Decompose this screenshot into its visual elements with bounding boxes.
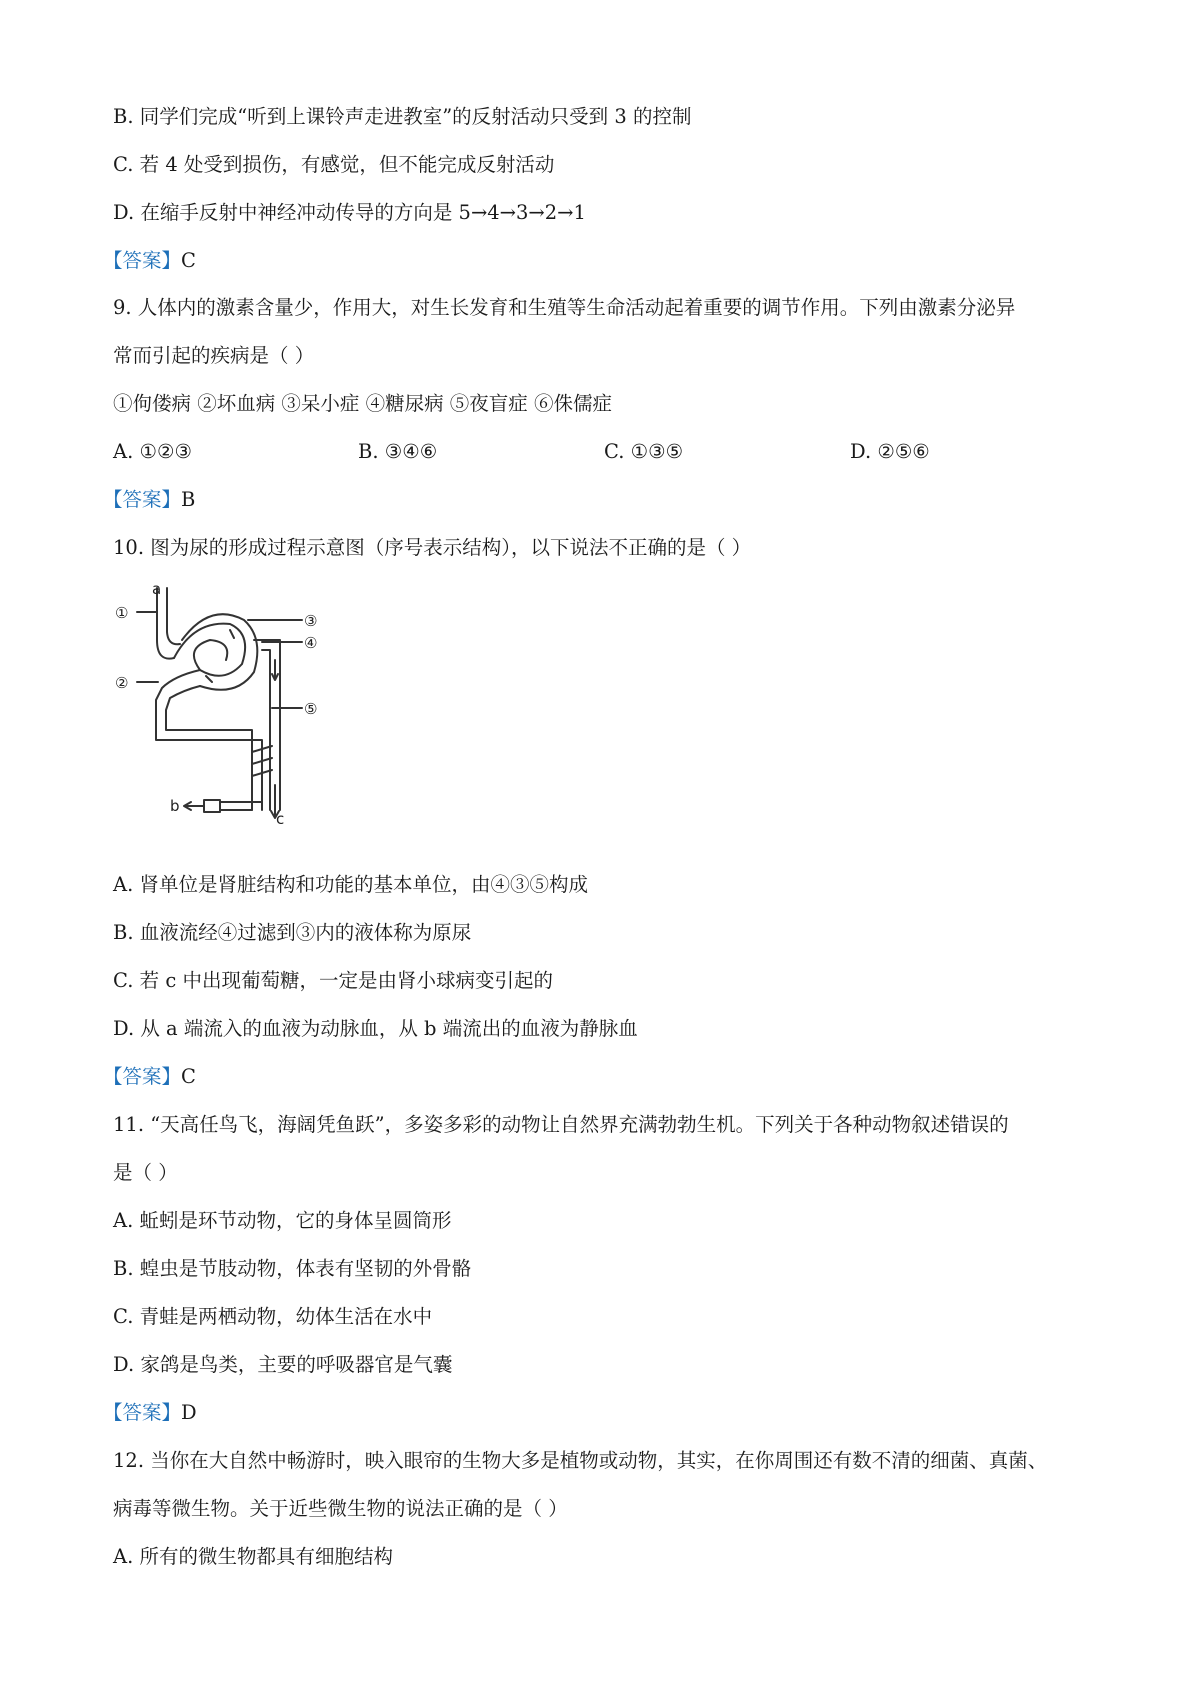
q8-option-d: D. 在缩手反射中神经冲动传导的方向是 5→4→3→2→1 [113,201,586,224]
renal-tubule-wall [262,650,270,810]
bowman-capsule [182,614,257,690]
vein-segment [204,800,220,812]
label-a: a [152,580,162,598]
urine-formation-diagram [112,580,362,825]
label-b: b [170,797,180,815]
afferent-arteriole-wall [167,588,180,644]
q12-stem-line1: 12. 当你在大自然中畅游时，映入眼帘的生物大多是植物或动物，其实，在你周围还有数不清的细菌、真菌、 [113,1449,1048,1472]
label-4: ④ [304,634,318,652]
q10-stem: 10. 图为尿的形成过程示意图（序号表示结构），以下说法不正确的是（ ） [113,536,752,559]
answer-tag: 【答案】 [103,1065,182,1088]
arrow-b [184,802,204,810]
q9-items: ①佝偻病 ②坏血病 ③呆小症 ④糖尿病 ⑤夜盲症 ⑥侏儒症 [113,392,612,415]
glomerulus [174,624,245,676]
q9-option-c: C. ①③⑤ [604,440,684,463]
q10-option-b: B. 血液流经④过滤到③内的液体称为原尿 [113,921,472,944]
q11-option-d: D. 家鸽是鸟类，主要的呼吸器官是气囊 [113,1353,453,1376]
q10-option-a: A. 肾单位是肾脏结构和功能的基本单位，由④③⑤构成 [113,873,588,896]
q8-option-c: C. 若 4 处受到损伤，有感觉，但不能完成反射活动 [113,153,555,176]
q9-stem-line2: 常而引起的疾病是（ ） [113,344,315,367]
answer-value: B [181,488,196,511]
q11-answer [103,1400,197,1426]
efferent-vessel [156,670,262,810]
q12-stem-line2: 病毒等微生物。关于近些微生物的说法正确的是（ ） [113,1497,568,1520]
answer-tag: 【答案】 [103,1401,182,1424]
q9-stem-line1: 9. 人体内的激素含量少，作用大，对生长发育和生殖等生命活动起着重要的调节作用。下列由激素分泌异 [113,296,1016,319]
q12-option-a: A. 所有的微生物都具有细胞结构 [113,1545,393,1568]
afferent-arteriole [157,588,174,659]
q8-option-b: B. 同学们完成“听到上课铃声走进教室”的反射活动只受到 3 的控制 [113,105,692,128]
label-3: ③ [304,612,318,630]
label-5: ⑤ [304,700,318,718]
q11-option-b: B. 蝗虫是节肢动物，体表有坚韧的外骨骼 [113,1257,472,1280]
q9-option-b: B. ③④⑥ [358,440,438,463]
q11-option-c: C. 青蛙是两栖动物，幼体生活在水中 [113,1305,433,1328]
arrow-tubule-flow [272,660,278,680]
label-c: c [276,810,285,825]
q11-stem-line1: 11. “天高任鸟飞，海阔凭鱼跃”，多姿多彩的动物让自然界充满勃勃生机。下列关于各种动物叙述错误的 [113,1113,1009,1136]
q11-option-a: A. 蚯蚓是环节动物，它的身体呈圆筒形 [113,1209,452,1232]
label-1: ① [115,604,129,622]
q10-answer [103,1064,196,1090]
answer-value: D [181,1401,197,1424]
answer-tag: 【答案】 [103,488,182,511]
answer-value: C [181,249,196,272]
label-2: ② [115,674,129,692]
answer-tag: 【答案】 [103,249,182,272]
q10-option-d: D. 从 a 端流入的血液为动脉血，从 b 端流出的血液为静脉血 [113,1017,638,1040]
q9-option-d: D. ②⑤⑥ [850,440,930,463]
q8-answer [103,248,196,274]
q9-option-a: A. ①②③ [113,440,192,463]
renal-tubule [254,640,280,810]
q10-option-c: C. 若 c 中出现葡萄糖，一定是由肾小球病变引起的 [113,969,553,992]
efferent-vessel-wall [166,686,252,810]
answer-value: C [181,1065,196,1088]
q11-stem-line2: 是（ ） [113,1161,178,1184]
q9-answer [103,487,195,513]
